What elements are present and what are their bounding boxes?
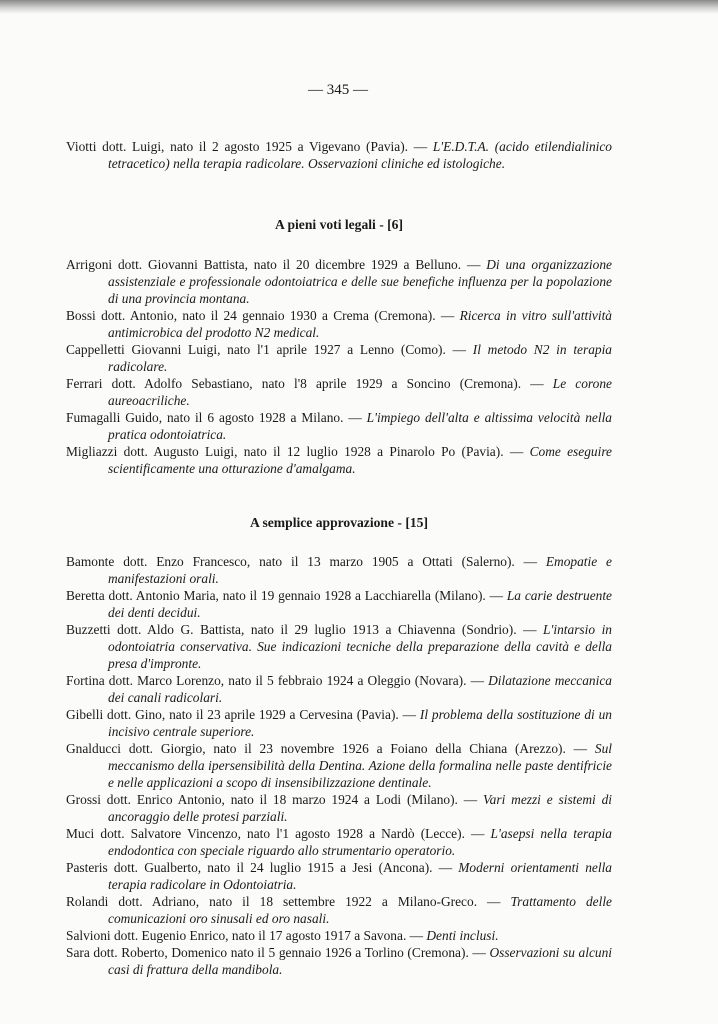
entry-title: Trattamento delle comunicazioni oro sinusali ed oro nasali.	[108, 894, 612, 926]
list-item	[66, 341, 612, 375]
list-item	[66, 375, 612, 409]
intro-entry	[66, 138, 612, 172]
page-number: — 345 —	[308, 82, 368, 98]
entry-author: Gnalducci dott. Giorgio, nato il 23 novembre 1926 a Foiano della Chiana (Arezzo). —	[66, 741, 595, 756]
entry-author: Arrigoni dott. Giovanni Battista, nato il 20 dicembre 1929 a Belluno. —	[66, 257, 487, 272]
list-item	[66, 256, 612, 307]
section-entries	[66, 256, 612, 477]
entry-title: Di una organizzazione assistenziale e professionale odontoiatrica e delle sue benefiche influenza per la popolazione di una provincia montana.	[108, 257, 612, 306]
entry-author: Cappelletti Giovanni Luigi, nato l'1 aprile 1927 a Lenno (Como). —	[66, 342, 473, 357]
entry-author: Migliazzi dott. Augusto Luigi, nato il 12 luglio 1928 a Pinarolo Po (Pavia). —	[66, 444, 530, 459]
list-item	[66, 587, 612, 621]
entry-title: Sul meccanismo della ipersensibilità della Dentina. Azione della formalina nelle paste dentifricie e nelle applicazioni a scopo di insensibilizzazione dentinale.	[108, 741, 612, 790]
entry-author: Viotti dott. Luigi, nato il 2 agosto 1925 a Vigevano (Pavia). —	[66, 139, 433, 154]
list-item	[66, 409, 612, 443]
list-item	[66, 672, 612, 706]
section-heading: A semplice approvazione - [15]	[250, 515, 428, 530]
entry-title: L'asepsi nella terapia endodontica con speciale riguardo allo strumentario operatorio.	[108, 826, 612, 858]
document-body	[66, 138, 612, 978]
list-item	[66, 927, 612, 944]
entry-title: La carie destruente dei denti decidui.	[108, 588, 612, 620]
entry-title: Moderni orientamenti nella terapia radicolare in Odontoiatria.	[108, 860, 612, 892]
list-item	[66, 825, 612, 859]
list-item	[66, 859, 612, 893]
entry-title: L'intarsio in odontoiatria conservativa. Sue indicazioni tecniche della preparazione della cavità e della presa d'impronte.	[108, 622, 612, 671]
entry-title: Emopatie e manifestazioni orali.	[108, 554, 612, 586]
entry-author: Salvioni dott. Eugenio Enrico, nato il 17 agosto 1917 a Savona. —	[66, 928, 427, 943]
entry-author: Rolandi dott. Adriano, nato il 18 settembre 1922 a Milano-Greco. —	[66, 894, 511, 909]
entry-author: Bossi dott. Antonio, nato il 24 gennaio 1930 a Crema (Cremona). —	[66, 308, 460, 323]
list-item	[66, 553, 612, 587]
list-item	[66, 621, 612, 672]
entry-author: Grossi dott. Enrico Antonio, nato il 18 marzo 1924 a Lodi (Milano). —	[66, 792, 483, 807]
entry-title: Ricerca in vitro sull'attività antimicrobica del prodotto N2 medical.	[108, 308, 612, 340]
entry-author: Beretta dott. Antonio Maria, nato il 19 gennaio 1928 a Lacchiarella (Milano). —	[66, 588, 507, 603]
entry-author: Sara dott. Roberto, Domenico nato il 5 gennaio 1926 a Torlino (Cremona). —	[66, 945, 490, 960]
entry-author: Bamonte dott. Enzo Francesco, nato il 13 marzo 1905 a Ottati (Salerno). —	[66, 554, 546, 569]
entry-title: Il problema della sostituzione di un incisivo centrale superiore.	[108, 707, 612, 739]
entry-title: Dilatazione meccanica dei canali radicolari.	[108, 673, 612, 705]
list-item	[66, 443, 612, 477]
entry-author: Fortina dott. Marco Lorenzo, nato il 5 febbraio 1924 a Oleggio (Novara). —	[66, 673, 489, 688]
entry-title: Il metodo N2 in terapia radicolare.	[108, 342, 612, 374]
list-item	[66, 740, 612, 791]
entry-title: Denti inclusi.	[426, 928, 499, 943]
entry-author: Pasteris dott. Gualberto, nato il 24 luglio 1915 a Jesi (Ancona). —	[66, 860, 459, 875]
entry-title: L'impiego dell'alta e altissima velocità nella pratica odontoiatrica.	[108, 410, 612, 442]
entry-author: Fumagalli Guido, nato il 6 agosto 1928 a Milano. —	[66, 410, 367, 425]
entry-title: Osservazioni su alcuni casi di frattura della mandibola.	[108, 945, 612, 977]
list-item	[66, 706, 612, 740]
entry-author: Ferrari dott. Adolfo Sebastiano, nato l'8 aprile 1929 a Soncino (Cremona). —	[66, 376, 553, 391]
section-heading: A pieni voti legali - [6]	[275, 217, 403, 232]
entry-title: Come eseguire scientificamente una otturazione d'amalgama.	[108, 444, 612, 476]
entry-author: Muci dott. Salvatore Vincenzo, nato l'1 agosto 1928 a Nardò (Lecce). —	[66, 826, 491, 841]
list-item	[66, 893, 612, 927]
entry-author: Gibelli dott. Gino, nato il 23 aprile 1929 a Cervesina (Pavia). —	[66, 707, 420, 722]
entry-author: Buzzetti dott. Aldo G. Battista, nato il 29 luglio 1913 a Chiavenna (Sondrio). —	[66, 622, 544, 637]
scan-edge	[0, 0, 718, 14]
list-item	[66, 307, 612, 341]
section-entries	[66, 553, 612, 978]
entry-title: Vari mezzi e sistemi di ancoraggio delle protesi parziali.	[108, 792, 612, 824]
list-item	[66, 944, 612, 978]
entry-title: Le corone aureoacriliche.	[108, 376, 612, 408]
entry-title: L'E.D.T.A. (acido etilendialinico tetracetico) nella terapia radicolare. Osservazioni cliniche ed istologiche.	[108, 139, 612, 171]
list-item	[66, 791, 612, 825]
